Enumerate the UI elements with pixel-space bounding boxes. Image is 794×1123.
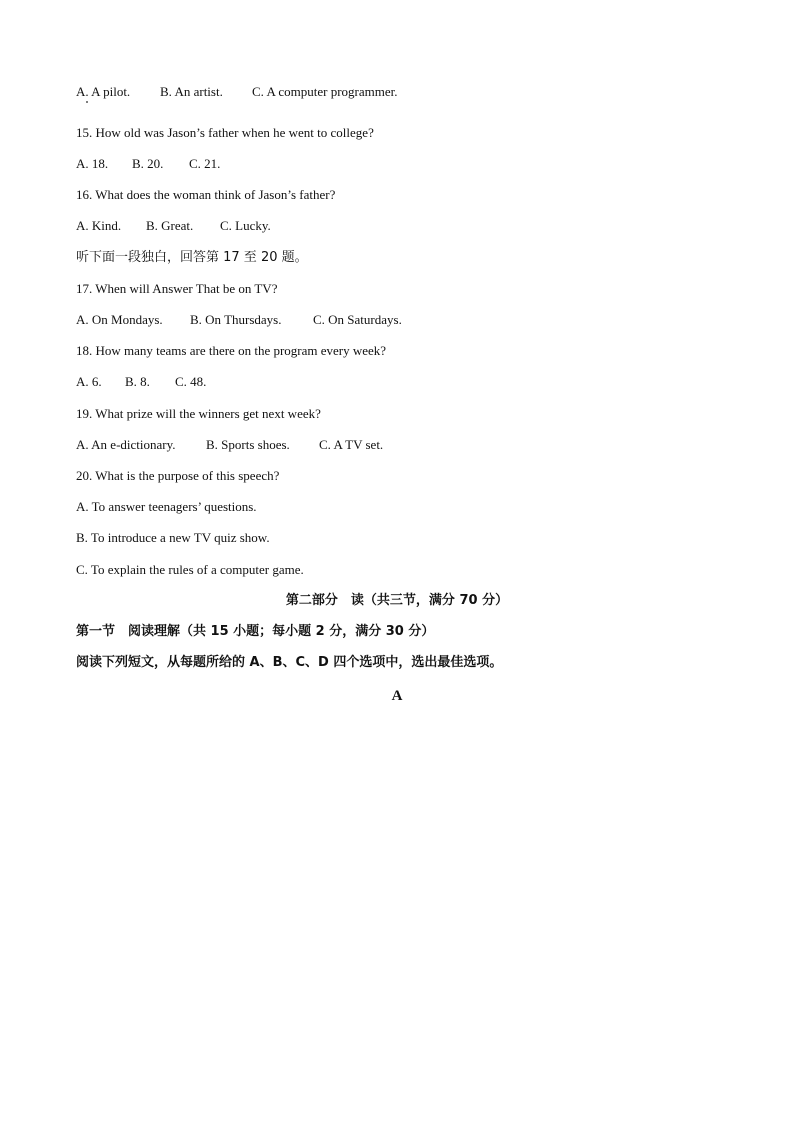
q14-option-b: B. An artist. xyxy=(160,84,223,99)
q19-question: 19. What prize will the winners get next week? xyxy=(76,406,321,421)
q18-options xyxy=(76,374,206,390)
q19-options xyxy=(76,437,383,453)
q17-question: 17. When will Answer That be on TV? xyxy=(76,281,278,296)
q18-option-a: A. 6. xyxy=(76,374,102,389)
q14-options xyxy=(76,84,398,100)
q16-option-c: C. Lucky. xyxy=(220,218,271,233)
q18-option-b: B. 8. xyxy=(125,374,150,389)
q16-option-b: B. Great. xyxy=(146,218,194,233)
q16-options xyxy=(76,218,271,234)
q17-option-b: B. On Thursdays. xyxy=(190,312,282,327)
q19-option-b: B. Sports shoes. xyxy=(206,437,290,452)
q18-option-c: C. 48. xyxy=(175,374,207,389)
stray-dot xyxy=(86,101,88,103)
q15-question: 15. How old was Jason’s father when he went to college? xyxy=(76,125,374,140)
q17-option-a: A. On Mondays. xyxy=(76,312,163,327)
part2-heading: 第二部分 读（共三节，满分 70 分） xyxy=(285,593,509,608)
q19-option-a: A. An e-dictionary. xyxy=(76,437,176,452)
q15-options xyxy=(76,156,220,172)
q20-option-a: A. To answer teenagers’ questions. xyxy=(76,499,257,514)
q20-option-c: C. To explain the rules of a computer game. xyxy=(76,562,304,577)
q20-option-b: B. To introduce a new TV quiz show. xyxy=(76,530,270,545)
q14-option-c: C. A computer programmer. xyxy=(252,84,398,99)
q19-option-c: C. A TV set. xyxy=(319,437,384,452)
q20-question: 20. What is the purpose of this speech? xyxy=(76,468,280,483)
q15-option-a: A. 18. xyxy=(76,156,109,171)
q17-option-c: C. On Saturdays. xyxy=(313,312,402,327)
q17-options xyxy=(76,312,402,328)
q16-option-a: A. Kind. xyxy=(76,218,122,233)
q18-question: 18. How many teams are there on the program every week? xyxy=(76,343,387,358)
q15-option-b: B. 20. xyxy=(132,156,164,171)
reading-instruction: 阅读下列短文，从每题所给的 A、B、C、D 四个选项中，选出最佳选项。 xyxy=(76,655,503,670)
q16-question: 16. What does the woman think of Jason’s father? xyxy=(76,187,336,202)
monologue-instruction: 听下面一段独白，回答第 17 至 20 题。 xyxy=(76,250,308,265)
section1-heading: 第一节 阅读理解（共 15 小题；每小题 2 分，满分 30 分） xyxy=(76,624,435,639)
q14-option-a: A. A pilot. xyxy=(76,84,131,99)
passage-label: A xyxy=(391,688,403,704)
q15-option-c: C. 21. xyxy=(189,156,221,171)
